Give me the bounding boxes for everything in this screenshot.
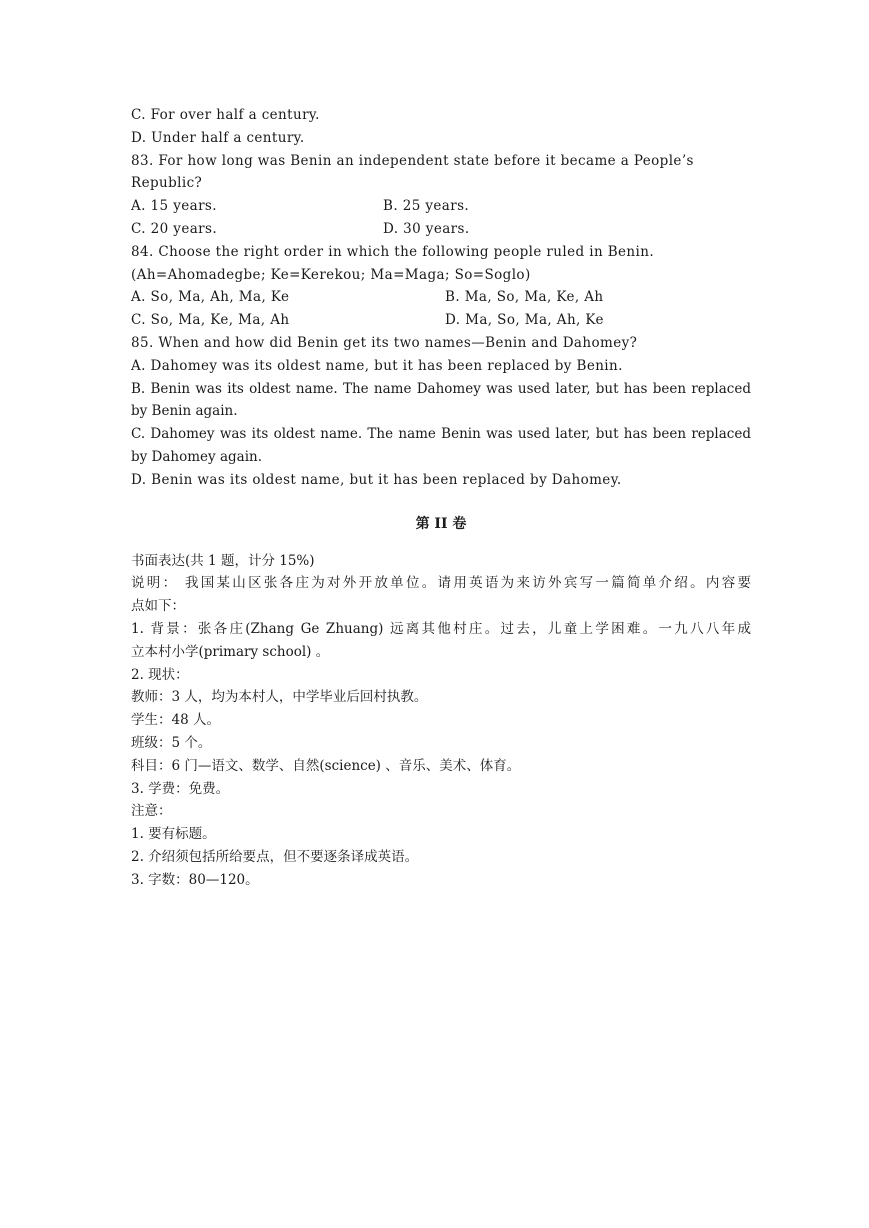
q82-option-d: D. Under half a century. [131, 129, 305, 146]
q84-option-a: A. So, Ma, Ah, Ma, Ke [131, 289, 290, 306]
q85-option-c-line1: C. Dahomey was its oldest name. The name Benin was used later, but has been replaced [131, 426, 751, 443]
question-83 [131, 150, 751, 241]
q83-option-c: C. 20 years. [131, 220, 218, 237]
instructions-line2: 点如下： [131, 598, 185, 615]
q84-option-c: C. So, Ma, Ke, Ma, Ah [131, 312, 290, 329]
q85-option-c-line2: by Dahomey again. [131, 448, 263, 465]
q83-option-d: D. 30 years. [383, 220, 470, 237]
q83-option-b: B. 25 years. [383, 198, 470, 215]
notes-heading: 注意： [131, 803, 172, 820]
q84-options-row1 [131, 286, 751, 309]
note-3: 3. 字数：80—120。 [131, 871, 259, 888]
point-2-status: 2. 现状： [131, 666, 189, 683]
q83-stem-line2: Republic? [131, 175, 203, 192]
status-teachers: 教师：3 人，均为本村人，中学毕业后回村执教。 [131, 689, 428, 706]
point-3-fees: 3. 学费：免费。 [131, 780, 230, 797]
q85-option-d: D. Benin was its oldest name, but it has been replaced by Dahomey. [131, 471, 622, 488]
question-85 [131, 332, 751, 492]
status-students: 学生：48 人。 [131, 712, 220, 729]
q82-option-c: C. For over half a century. [131, 107, 320, 123]
section-title: 第 II 卷 [415, 515, 467, 532]
q82-options-tail [131, 104, 751, 150]
q83-options-row2 [131, 218, 751, 241]
q84-option-d: D. Ma, So, Ma, Ah, Ke [445, 312, 604, 329]
q83-option-a: A. 15 years. [131, 198, 217, 215]
q85-option-b-line1: B. Benin was its oldest name. The name Dahomey was used later, but has been replaced [131, 380, 751, 397]
writing-heading: 书面表达(共 1 题，计分 15%) [131, 552, 315, 569]
q83-options-row1 [131, 195, 751, 218]
question-84 [131, 241, 751, 332]
note-2: 2. 介绍须包括所给要点，但不要逐条译成英语。 [131, 848, 419, 865]
q84-stem-line2: (Ah=Ahomadegbe; Ke=Kerekou; Ma=Maga; So=Soglo) [131, 266, 531, 283]
q84-options-row2 [131, 309, 751, 332]
document-page [131, 104, 751, 892]
instructions-line1: 说明： 我国某山区张各庄为对外开放单位。请用英语为来访外宾写一篇简单介绍。内容要 [131, 575, 751, 592]
point-1-background-line1: 1. 背景：张各庄(Zhang Ge Zhuang) 远离其他村庄。过去，儿童上学困难。一九八八年成 [131, 620, 751, 637]
q84-option-b: B. Ma, So, Ma, Ke, Ah [445, 289, 604, 306]
status-classes: 班级：5 个。 [131, 734, 212, 751]
writing-task [131, 550, 751, 892]
q83-stem-line1: 83. For how long was Benin an independent state before it became a People’s [131, 152, 694, 169]
status-subjects: 科目：6 门—语文、数学、自然(science) 、音乐、美术、体育。 [131, 757, 521, 774]
q84-stem-line1: 84. Choose the right order in which the following people ruled in Benin. [131, 243, 655, 260]
point-1-background-line2: 立本村小学(primary school) 。 [131, 643, 330, 660]
q85-stem: 85. When and how did Benin get its two names—Benin and Dahomey? [131, 334, 638, 351]
q85-option-a: A. Dahomey was its oldest name, but it has been replaced by Benin. [131, 357, 623, 374]
note-1: 1. 要有标题。 [131, 826, 216, 843]
q85-option-b-line2: by Benin again. [131, 403, 238, 420]
